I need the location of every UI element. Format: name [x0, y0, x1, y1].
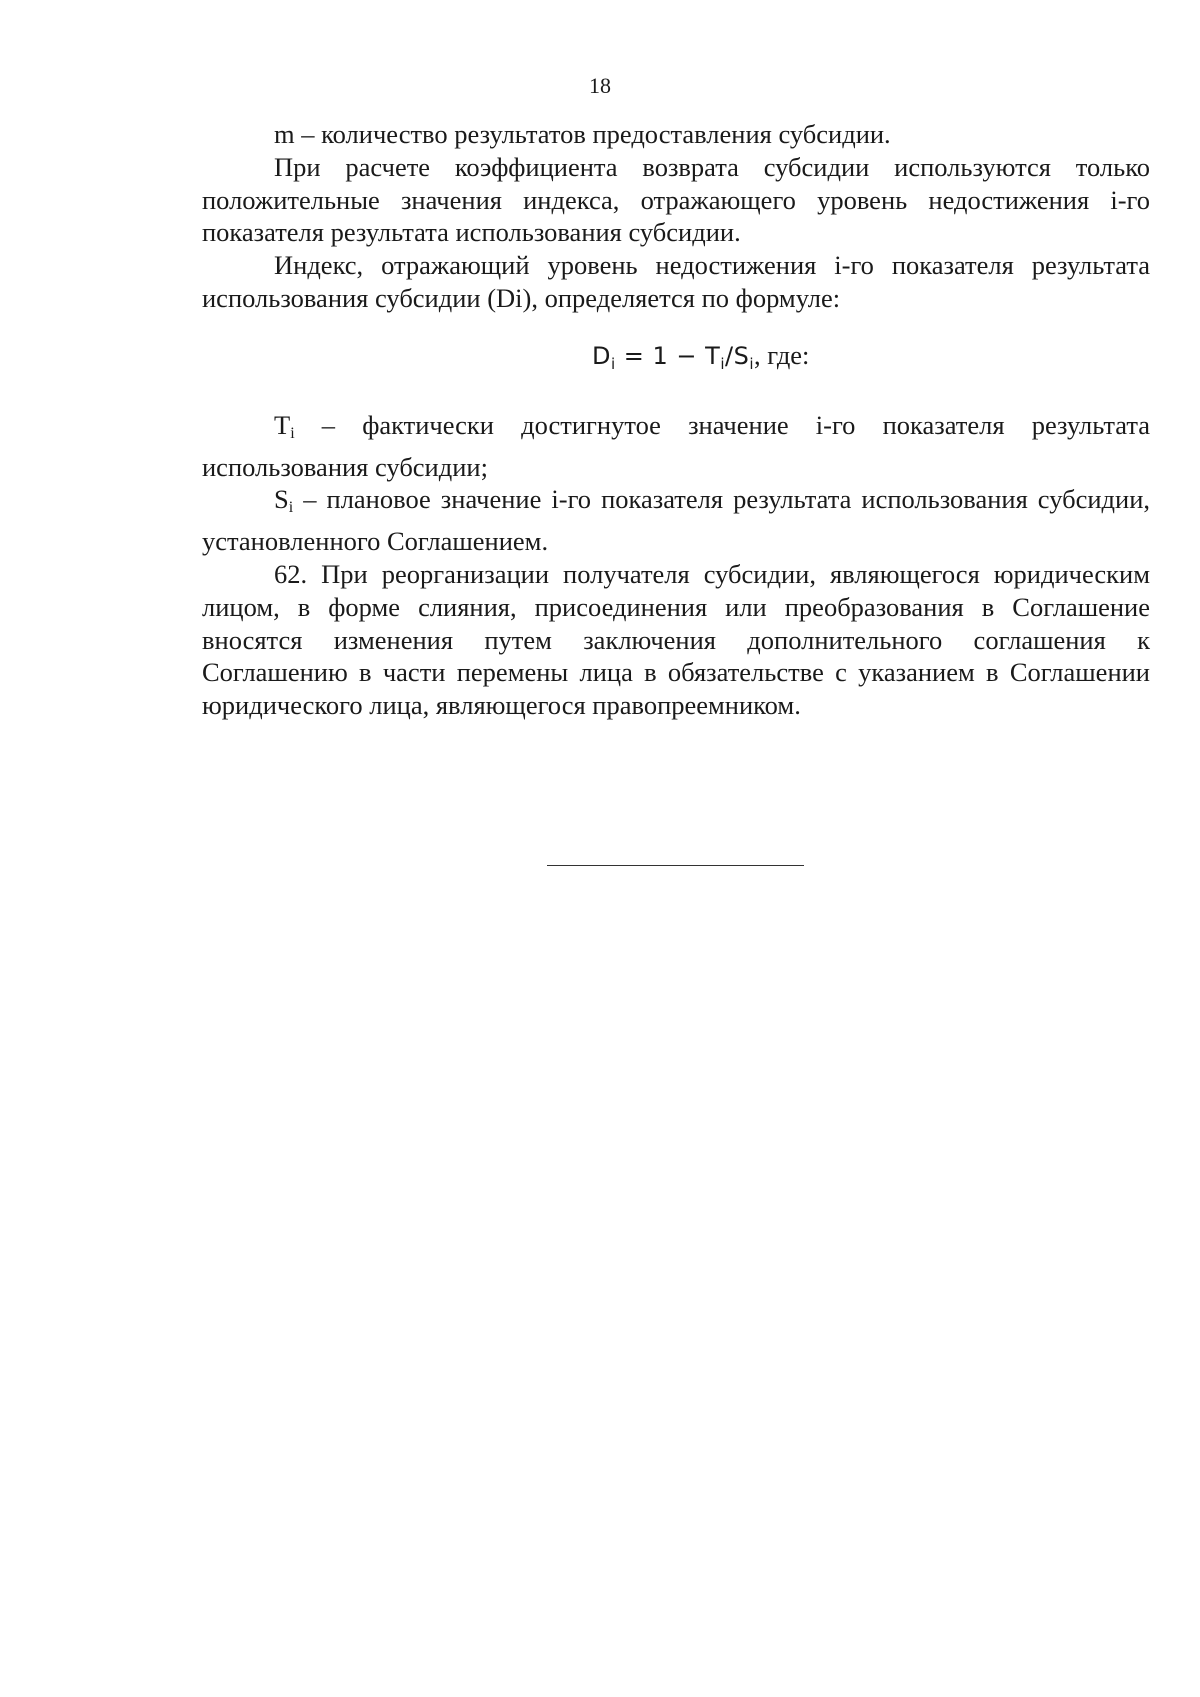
- formula-math: [592, 341, 755, 373]
- paragraph-positive-values: При расчете коэффициента возврата субсидии используются только положительные значения индекса, отражающего уровень недостижения i-го показателя результата использования субсидии.: [202, 151, 1150, 248]
- formula: [592, 339, 809, 381]
- formula-t: T: [705, 341, 721, 370]
- formula-d-subscript: i: [610, 354, 616, 373]
- s-subscript: i: [288, 499, 294, 517]
- t-symbol: T: [274, 409, 291, 440]
- t-definition-text: – фактически достигнутое значение i-го показателя результата использования субсидии;: [202, 409, 1150, 482]
- s-definition-text: – плановое значение i-го показателя результата использования субсидии, установленного Соглашением.: [202, 484, 1150, 557]
- formula-slash: /: [725, 341, 734, 370]
- document-body: [202, 118, 1150, 722]
- paragraph-s-definition: [202, 483, 1150, 558]
- formula-block: [202, 315, 1150, 409]
- formula-d: D: [592, 341, 611, 370]
- paragraph-m-definition: m – количество результатов предоставления субсидии.: [274, 119, 891, 149]
- paragraph-clause-62: 62. При реорганизации получателя субсидии, являющегося юридическим лицом, в форме слияния, присоединения или преобразования в Соглашение вносятся изменения путем заключения дополнительного соглашения к Соглашению в части перемены лица в обязательстве с указанием в Соглашении юридического лица, являющегося правопреемником.: [202, 558, 1150, 721]
- formula-suffix: , где:: [754, 339, 810, 370]
- paragraph-t-definition: [202, 409, 1150, 484]
- paragraph-index-definition: Индекс, отражающий уровень недостижения i-го показателя результата использования субсидии (Di), определяется по формуле:: [202, 250, 1150, 313]
- end-separator-line: [547, 865, 804, 866]
- formula-s-subscript: i: [749, 354, 755, 373]
- s-symbol: S: [274, 484, 289, 515]
- formula-equals: = 1 −: [615, 341, 706, 370]
- t-subscript: i: [290, 424, 295, 442]
- page-number: 18: [589, 73, 611, 98]
- formula-s: S: [733, 341, 750, 370]
- formula-t-subscript: i: [720, 354, 726, 373]
